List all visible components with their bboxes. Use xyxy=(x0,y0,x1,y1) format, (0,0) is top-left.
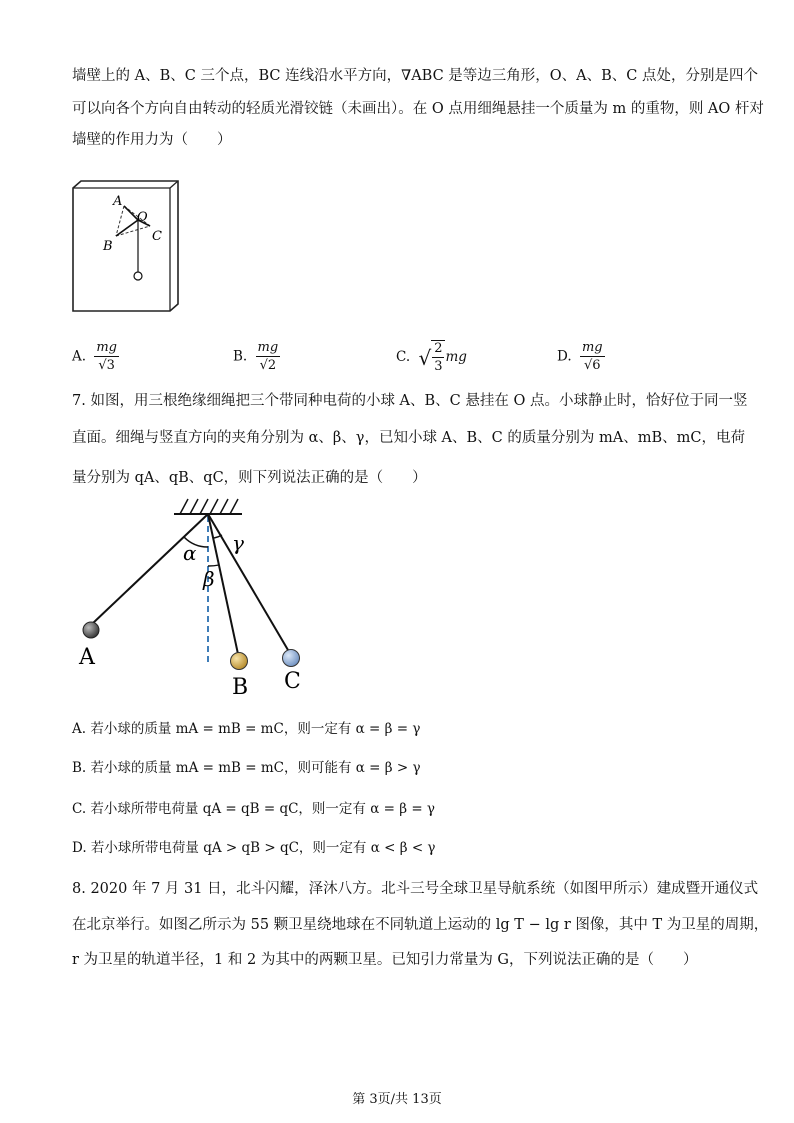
q7-option-c[interactable]: C. 若小球所带电荷量 qA = qB = qC，则一定有 α = β = γ xyxy=(72,801,436,817)
q7-pendulum-figure xyxy=(72,494,332,700)
q7-ball-c-label: C xyxy=(284,669,301,694)
q7-text-line-3: 量分别为 qA、qB、qC，则下列说法正确的是（ ） xyxy=(72,470,427,486)
q6-label-a: A xyxy=(113,194,123,209)
q6-label-c: C xyxy=(152,229,162,244)
q6-text-line-1: 墙壁上的 A、B、C 三个点，BC 连线沿水平方向，∇ABC 是等边三角形，O、A、B、C 点处，分别是四个 xyxy=(72,68,759,84)
q6-option-b-fraction: $\frac{mg}{√2}$ xyxy=(257,340,279,373)
q8-text-line-3: r 为卫星的轨道半径，1 和 2 为其中的两颗卫星。已知引力常量为 G，下列说法正确的是（ ） xyxy=(72,952,698,968)
q7-alpha-label: α xyxy=(183,541,197,565)
q6-option-c-fraction: $\frac{2}{3}$ xyxy=(431,340,445,375)
q7-text-line-1: 7. 如图，用三根绝缘细绳把三个带同种电荷的小球 A、B、C 悬挂在 O 点。小球静止时，恰好位于同一竖 xyxy=(72,393,748,409)
q8-text-line-2: 在北京举行。如图乙所示为 55 颗卫星绕地球在不同轨道上运动的 lg T − lg r 图像，其中 T 为卫星的周期， xyxy=(72,917,769,933)
q7-option-b[interactable]: B. 若小球的质量 mA = mB = mC，则可能有 α = β > γ xyxy=(72,760,421,776)
q6-label-b: B xyxy=(103,239,113,254)
q7-option-a[interactable]: A. 若小球的质量 mA = mB = mC，则一定有 α = β = γ xyxy=(72,721,421,737)
q6-wall-figure xyxy=(70,178,182,316)
q6-option-d-fraction: $\frac{mg}{√6}$ xyxy=(581,340,603,373)
q6-text-line-3: 墙壁的作用力为（ ） xyxy=(72,132,232,148)
q7-gamma-label: γ xyxy=(232,531,244,555)
q7-beta-label: β xyxy=(203,567,215,591)
q6-text-line-2: 可以向各个方向自由转动的轻质光滑铰链（未画出）。在 O 点用细绳悬挂一个质量为 m 的重物，则 AO 杆对 xyxy=(72,101,764,117)
q7-ball-a-label: A xyxy=(79,645,95,670)
q7-option-d[interactable]: D. 若小球所带电荷量 qA > qB > qC，则一定有 α < β < γ xyxy=(72,840,436,856)
q6-option-c[interactable]: C. √ $\frac{2}{3}$ mg xyxy=(396,341,467,374)
q6-label-o: O xyxy=(137,210,148,225)
q7-text-line-2: 直面。细绳与竖直方向的夹角分别为 α、β、γ，已知小球 A、B、C 的质量分别为 mA、mB、mC，电荷 xyxy=(72,430,745,446)
q7-ball-b-label: B xyxy=(232,675,249,700)
q6-option-a-fraction: $\frac{mg}{√3}$ xyxy=(96,340,117,373)
q6-option-a[interactable]: A. $\frac{mg}{√3}$ xyxy=(72,340,117,373)
q8-text-line-1: 8. 2020 年 7 月 31 日，北斗闪耀，泽沐八方。北斗三号全球卫星导航系统（如图甲所示）建成暨开通仪式 xyxy=(72,881,759,897)
page-footer: 第 3页/共 13页 xyxy=(352,1092,442,1107)
q6-option-d[interactable]: D. $\frac{mg}{√6}$ xyxy=(557,340,603,373)
q6-option-c-radical: √ xyxy=(418,345,432,370)
q6-option-b[interactable]: B. $\frac{mg}{√2}$ xyxy=(233,340,279,373)
